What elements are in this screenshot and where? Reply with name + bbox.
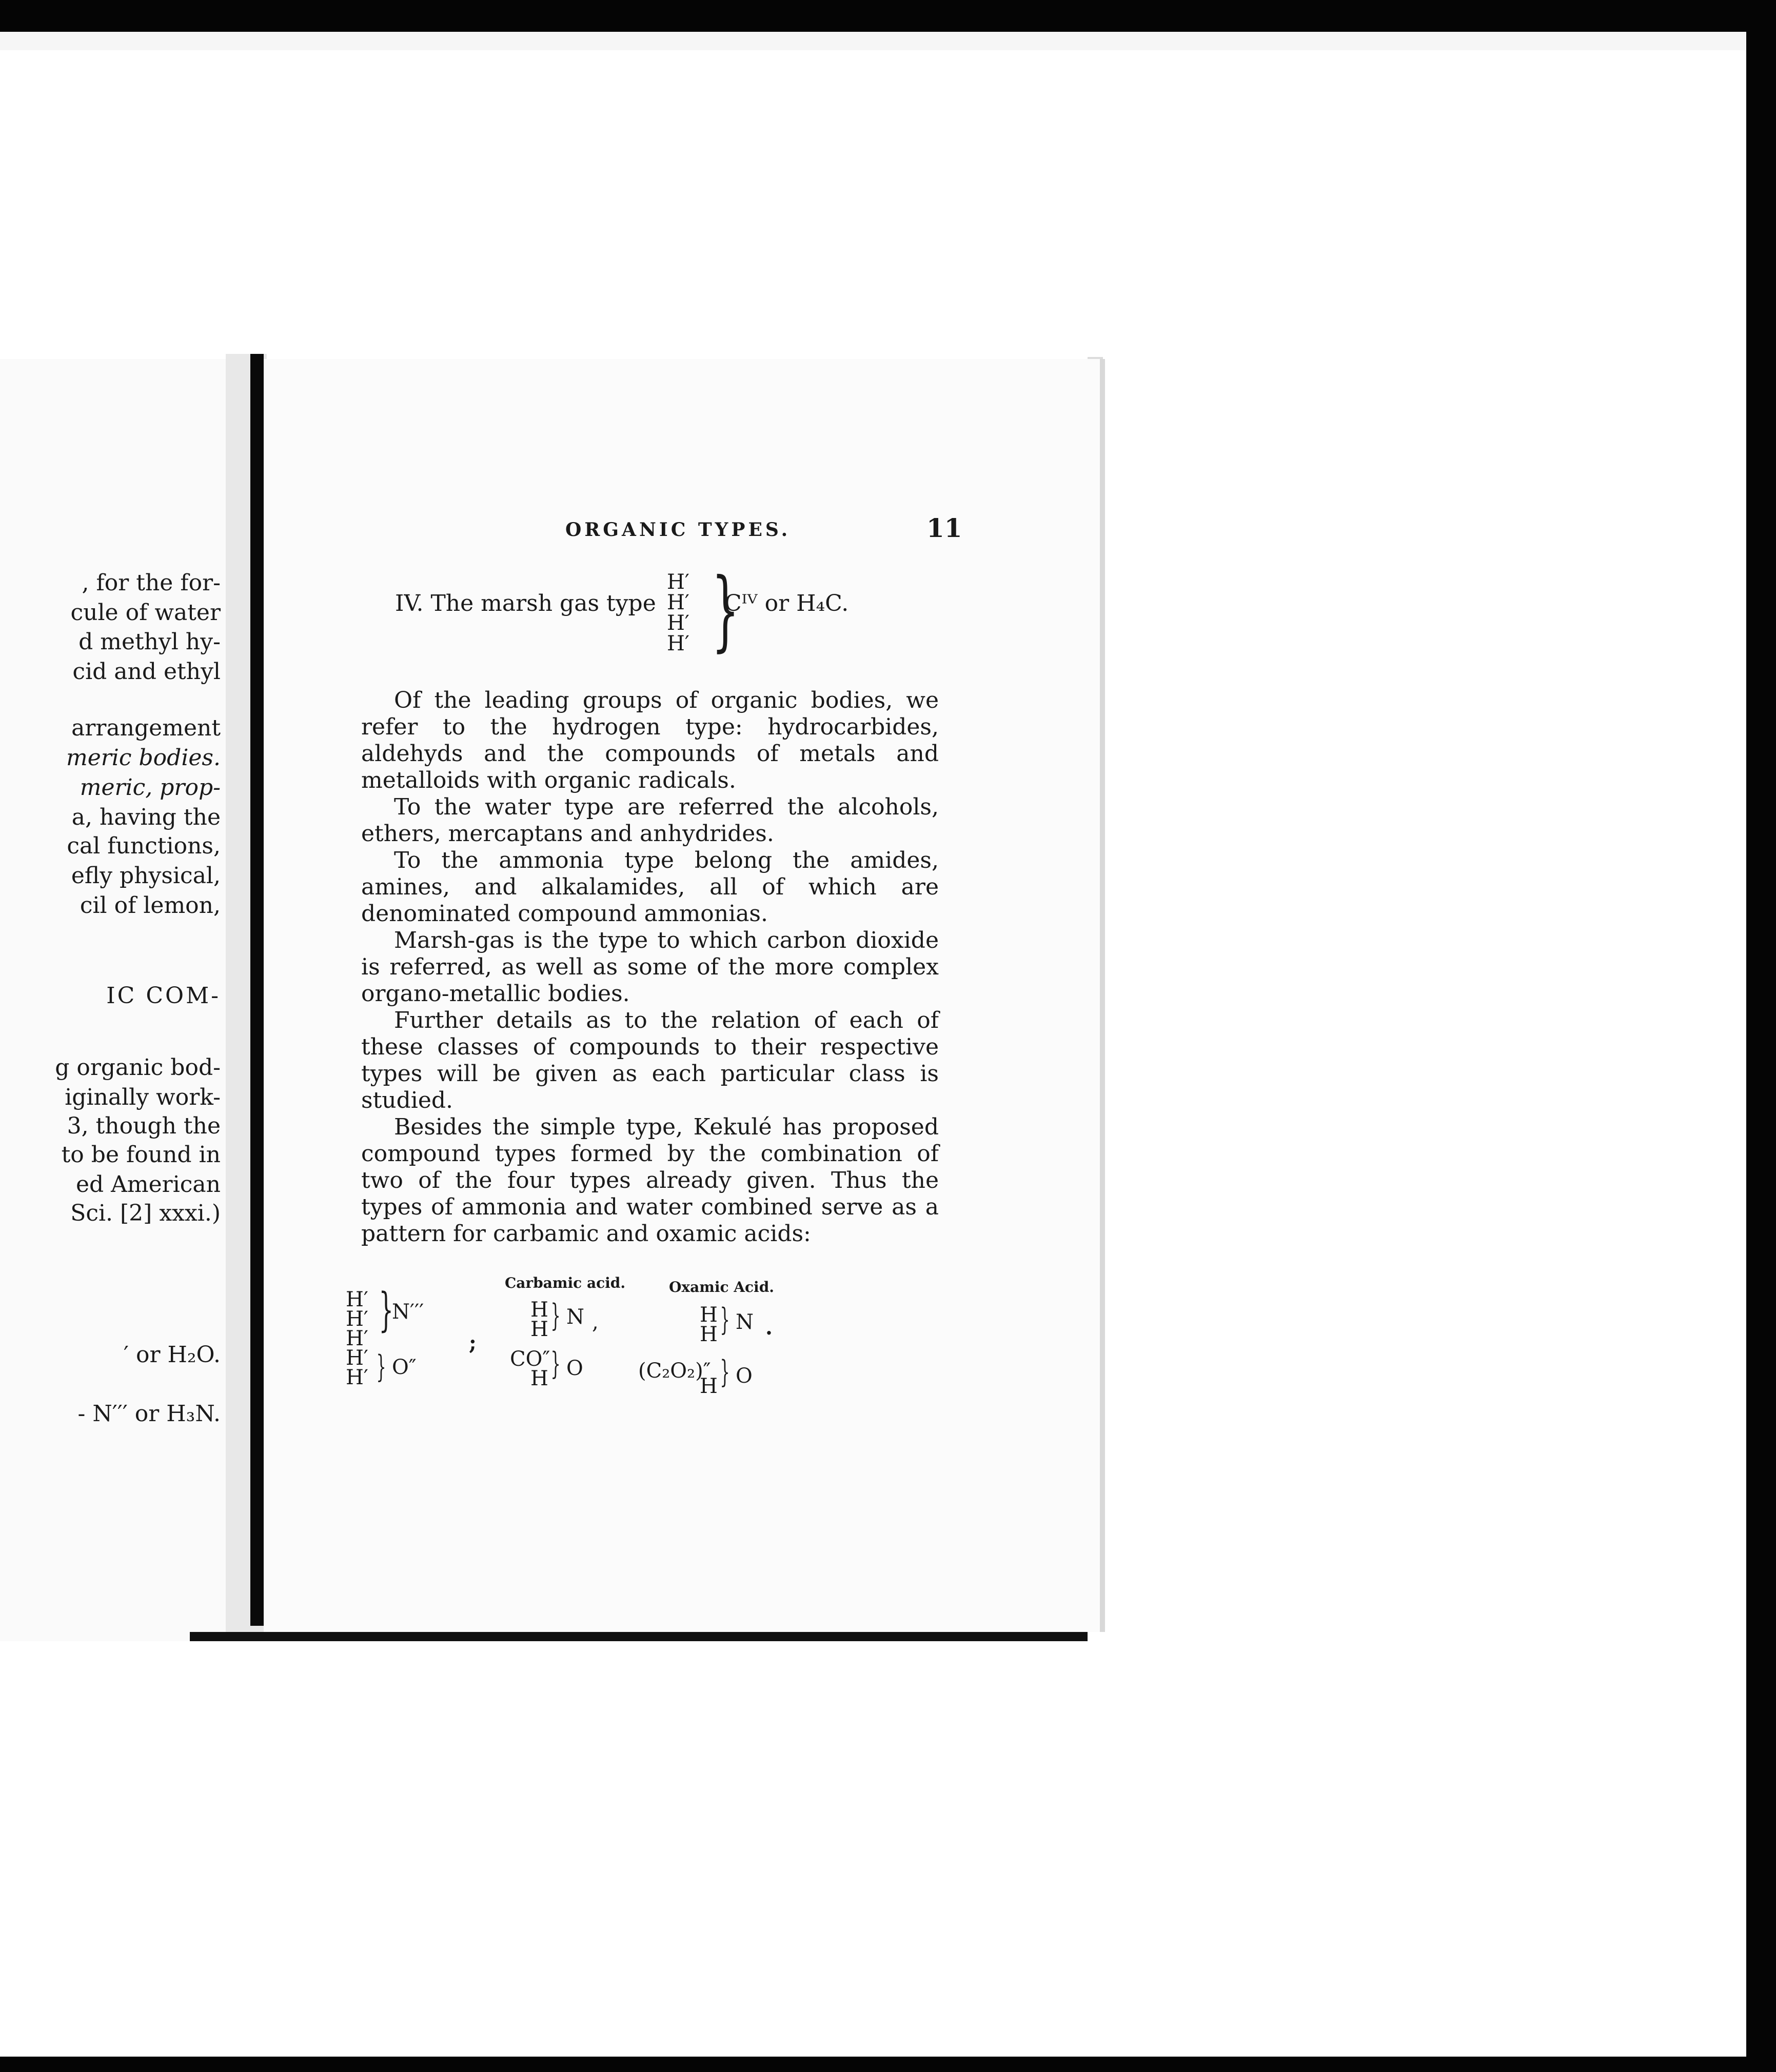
marsh-gas-result: Cᴵⱽ or H₄C. — [724, 590, 849, 616]
curly-brace: } — [379, 1283, 393, 1337]
left-line: meric bodies. — [66, 745, 221, 771]
curly-brace: } — [550, 1298, 561, 1333]
hydrogen-atom: H′ — [346, 1288, 368, 1311]
hydrogen-atom: H′ — [667, 570, 689, 594]
left-line: cid and ethyl — [72, 659, 221, 685]
oxygen-group: O″ — [392, 1356, 417, 1379]
hydrogen-atom: H′ — [667, 611, 689, 635]
oxamic-nitrogen: N — [736, 1310, 754, 1334]
left-line: a, having the — [71, 804, 221, 830]
oxamic-carbonyl: (C₂O₂)″ — [638, 1359, 711, 1383]
comma: , — [592, 1310, 599, 1334]
hydrogen-atom: H′ — [346, 1366, 368, 1389]
left-line: to be found in — [61, 1142, 221, 1168]
carbamic-oxygen: O — [566, 1357, 583, 1380]
hydrogen-atom: H′ — [667, 591, 689, 614]
scan-frame-margin — [0, 32, 1746, 50]
period: . — [765, 1316, 773, 1340]
hydrogen-atom: H — [530, 1318, 548, 1341]
left-line: g organic bod- — [55, 1054, 221, 1081]
hydrogen-stack — [667, 572, 703, 654]
oxamic-label: Oxamic Acid. — [669, 1279, 775, 1296]
hydrogen-atom: H — [530, 1298, 548, 1322]
left-line: efly physical, — [71, 863, 221, 889]
hydrogen-atom: H — [700, 1323, 718, 1346]
paragraph: Besides the simple type, Kekulé has proposed compound types formed by the combination of two of the four types already given. Thus the types of ammonia and water combined serve as a pattern for carbamic and oxamic acids: — [361, 1114, 939, 1247]
carbamic-nitrogen: N — [566, 1305, 584, 1329]
hydrogen-atom: H′ — [346, 1327, 368, 1350]
left-page — [0, 359, 226, 1641]
paragraph: Further details as to the relation of each of these classes of compounds to their respective types will be given as each particular class is studied. — [361, 1007, 939, 1113]
left-line: , for the for- — [82, 570, 221, 596]
right-page — [264, 359, 1105, 1632]
carbamic-h-stack — [530, 1300, 548, 1339]
page-number: 11 — [926, 513, 962, 543]
curly-brace: } — [712, 560, 740, 661]
separator: ; — [469, 1331, 477, 1355]
curly-brace: } — [720, 1302, 730, 1338]
carbamic-hydrogen: H — [530, 1367, 548, 1390]
marsh-gas-label: IV. The marsh gas type — [395, 590, 656, 616]
left-line: d methyl hy- — [78, 629, 221, 655]
left-line: iginally work- — [65, 1084, 221, 1110]
scan-frame-bottom — [0, 2057, 1776, 2072]
scan-frame-right — [1746, 0, 1776, 2072]
left-line: meric, prop- — [80, 774, 221, 801]
curly-brace: } — [376, 1349, 386, 1385]
left-line: Sci. [2] xxxi.) — [70, 1200, 221, 1226]
scan-frame-top — [0, 0, 1776, 32]
book-spine-shadow — [250, 354, 264, 1626]
paragraph: Marsh-gas is the type to which carbon dioxide is referred, as well as some of the more complex organo-metallic bodies. — [361, 927, 939, 1007]
curly-brace: } — [550, 1346, 561, 1382]
running-head: ORGANIC TYPES. — [565, 519, 791, 541]
book-bottom-edge — [190, 1632, 1088, 1641]
body-text — [361, 687, 939, 1247]
left-line: arrangement — [71, 715, 221, 741]
left-formula: - N′′′ or H₃N. — [77, 1401, 221, 1427]
oxamic-h-stack — [700, 1305, 718, 1344]
left-line: cule of water — [70, 600, 221, 626]
hydrogen-atom: H′ — [667, 632, 689, 655]
hydrogen-atom: H′ — [346, 1346, 368, 1370]
oxamic-hydrogen: H — [700, 1374, 718, 1398]
combined-h-stack — [346, 1290, 368, 1387]
left-formula: ′ or H₂O. — [124, 1342, 221, 1368]
carbamic-label: Carbamic acid. — [505, 1274, 626, 1291]
left-line: cil of lemon, — [80, 892, 221, 919]
paragraph: To the water type are referred the alcohols, ethers, mercaptans and anhydrides. — [361, 794, 939, 847]
oxamic-oxygen: O — [736, 1364, 753, 1388]
nitrogen-group: N′′′ — [392, 1300, 424, 1324]
carbamic-carbonyl: CO″ — [510, 1347, 550, 1371]
left-line: ed American — [75, 1171, 221, 1198]
compound-type-formulas — [341, 1274, 925, 1423]
curly-brace: } — [720, 1354, 730, 1390]
left-line: 3, though the — [67, 1113, 221, 1139]
left-line: cal functions, — [67, 833, 221, 859]
hydrogen-atom: H′ — [346, 1307, 368, 1331]
paragraph: Of the leading groups of organic bodies, we refer to the hydrogen type: hydrocarbides, aldehyds and the compounds of metals and metalloids with organic radicals. — [361, 687, 939, 793]
paragraph: To the ammonia type belong the amides, amines, and alkalamides, all of which are denominated compound ammonias. — [361, 847, 939, 927]
hydrogen-atom: H — [700, 1303, 718, 1327]
left-heading: IC COM- — [106, 983, 221, 1009]
